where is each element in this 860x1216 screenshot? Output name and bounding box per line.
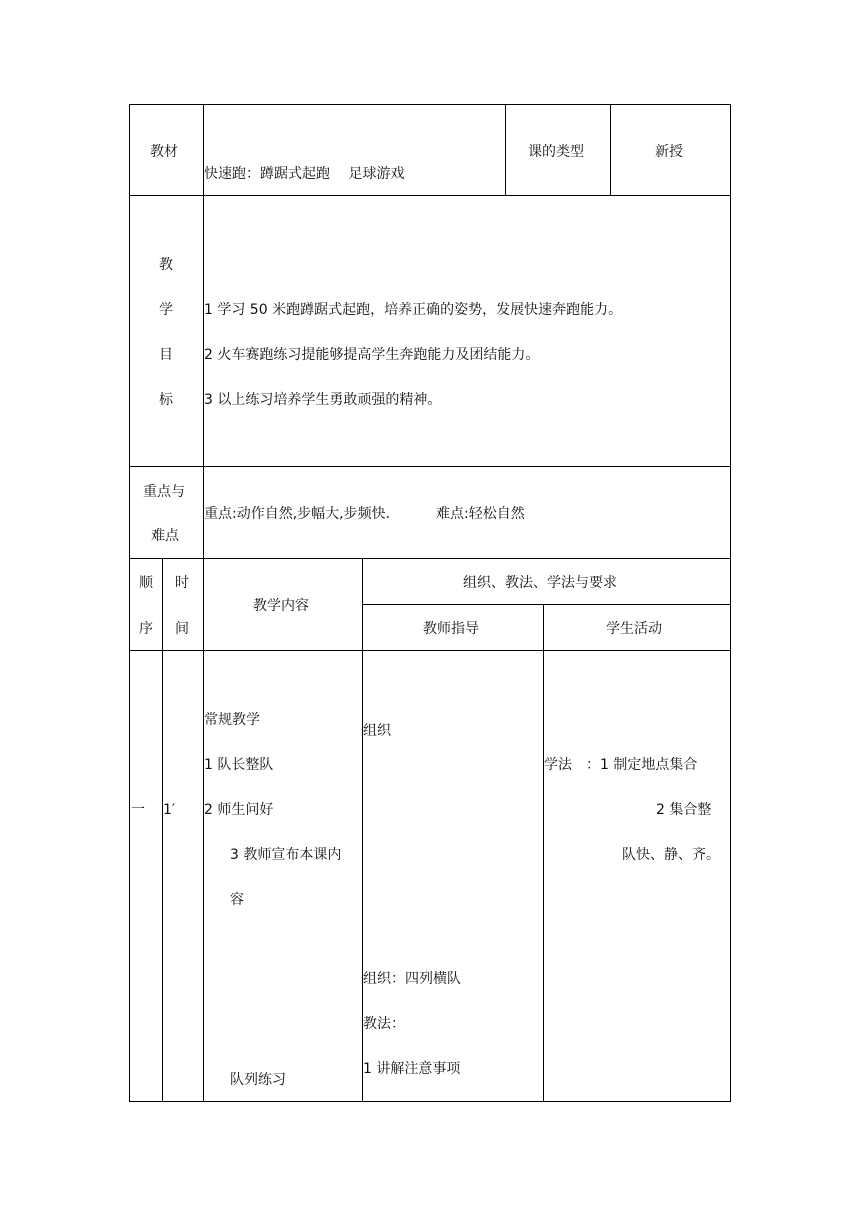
row-divider-keypoints <box>129 558 731 559</box>
key-point-focus: 重点:动作自然,步幅大,步频快. <box>204 506 391 522</box>
row-order: 一 <box>131 802 145 818</box>
material-label: 教材 <box>150 144 178 160</box>
col-header-order-2: 序 <box>139 621 153 637</box>
col-header-time-2: 间 <box>175 621 189 637</box>
table-border-left <box>129 104 130 1102</box>
content-title: 常规教学 <box>204 712 260 728</box>
col-divider-type-value <box>610 104 611 195</box>
objective-item: 3 以上练习培养学生勇敢顽强的精神。 <box>204 392 442 408</box>
objectives-label-char-3: 目 <box>159 347 173 363</box>
student-method-line: 学法 ：1 制定地点集合 <box>544 757 698 773</box>
content-item: 3 教师宣布本课内 <box>230 847 342 863</box>
objectives-label-char-4: 标 <box>159 392 173 408</box>
col-header-time-1: 时 <box>175 575 189 591</box>
col-header-teacher: 教师指导 <box>423 621 479 637</box>
teacher-method-item: 1 讲解注意事项 <box>363 1061 461 1077</box>
teacher-organization: 组织 <box>363 723 391 739</box>
content-item: 2 师生问好 <box>204 802 274 818</box>
row-divider-org-sub <box>362 604 731 605</box>
material-value: 快速跑：蹲踞式起跑 足球游戏 <box>204 166 405 182</box>
col-divider-label <box>203 104 204 1102</box>
col-divider-type-label <box>505 104 506 195</box>
key-points-label-line2: 难点 <box>151 528 179 544</box>
objectives-label-char-2: 学 <box>159 302 173 318</box>
col-divider-order-time <box>162 558 163 1102</box>
content-drill: 队列练习 <box>230 1072 286 1088</box>
lesson-type-value: 新授 <box>655 144 683 160</box>
content-item: 1 队长整队 <box>204 757 274 773</box>
row-divider-header <box>129 195 731 196</box>
row-time: 1′ <box>163 802 176 818</box>
table-border-bottom <box>129 1101 731 1102</box>
lesson-type-label: 课的类型 <box>528 144 584 160</box>
key-point-difficulty: 难点:轻松自然 <box>436 506 525 522</box>
objectives-label-char-1: 教 <box>159 257 173 273</box>
content-item-continued: 容 <box>230 892 244 908</box>
teacher-method-label: 教法： <box>363 1016 405 1032</box>
student-method-line: 2 集合整 <box>656 802 712 818</box>
row-divider-objectives <box>129 466 731 467</box>
row-divider-col-headers <box>129 650 731 651</box>
col-header-student: 学生活动 <box>606 621 662 637</box>
teacher-organization-formation: 组织：四列横队 <box>363 971 461 987</box>
objective-item: 2 火车赛跑练习提能够提高学生奔跑能力及团结能力。 <box>204 347 540 363</box>
col-divider-teacher-student <box>543 604 544 1102</box>
objective-item: 1 学习 50 米跑蹲踞式起跑，培养正确的姿势，发展快速奔跑能力。 <box>204 302 623 318</box>
table-border-right <box>730 104 731 1102</box>
col-header-content: 教学内容 <box>253 598 309 614</box>
key-points-label-line1: 重点与 <box>143 484 185 500</box>
student-method-line: 队快、静、齐。 <box>622 847 720 863</box>
col-header-organization: 组织、教法、学法与要求 <box>463 575 617 591</box>
table-border-top <box>129 104 731 105</box>
col-header-order-1: 顺 <box>139 575 153 591</box>
